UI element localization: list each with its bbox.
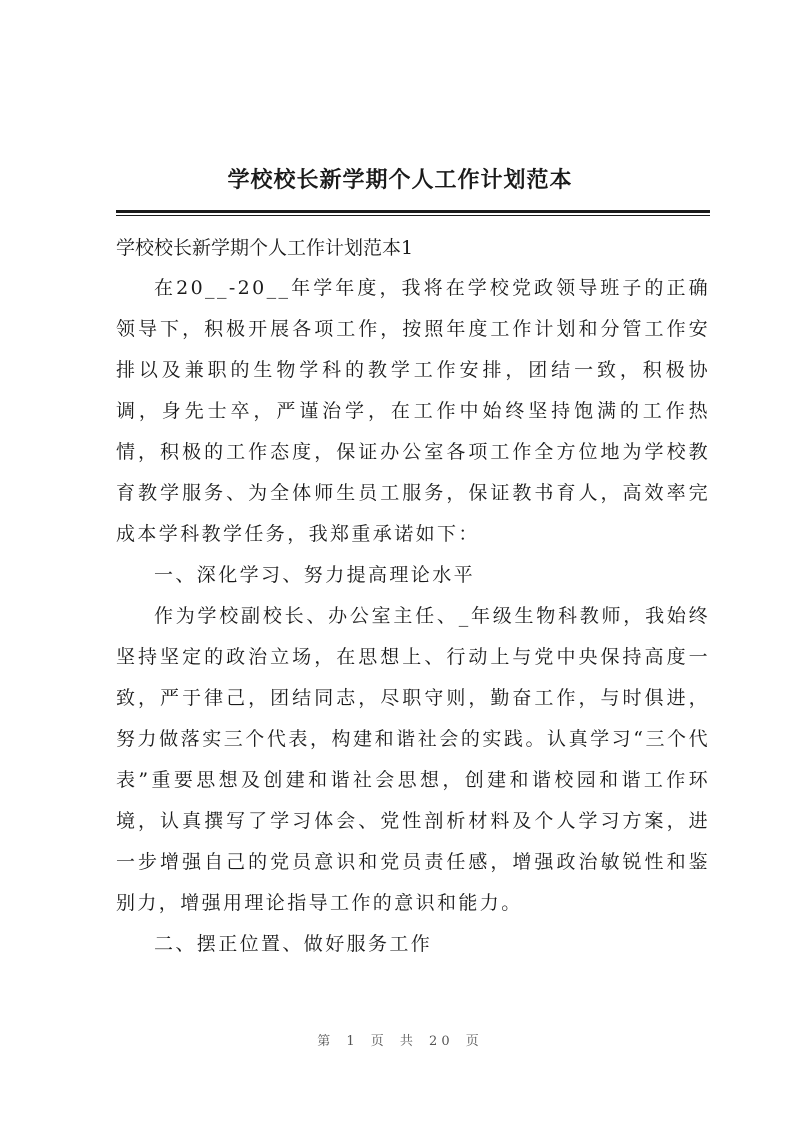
page-number-footer: 第 1 页 共 20 页 bbox=[317, 1034, 483, 1049]
intro-paragraph: 在20__-20__年学年度，我将在学校党政领导班子的正确领导下，积极开展各项工作，按照年度工作计划和分管工作安排以及兼职的生物学科的教学工作安排，团结一致，积极协调，身先士卒，严谨治学，在工作中始终坚持饱满的工作热情，积极的工作态度，保证办公室各项工作全方位地为学校教育教学服务、为全体师生员工服务，保证教书育人，高效率完成本学科教学任务，我郑重承诺如下： bbox=[116, 277, 710, 545]
section-heading-1: 一、深化学习、努力提高理论水平 bbox=[154, 564, 476, 586]
title-divider-thick bbox=[116, 210, 710, 213]
section-1-paragraph: 作为学校副校长、办公室主任、_年级生物科教师，我始终坚持坚定的政治立场，在思想上、行动上与党中央保持高度一致，严于律己，团结同志，尽职守则，勤奋工作，与时俱进，努力做落实三个代表，构建和谐社会的实践。认真学习“三个代表”重要思想及创建和谐社会思想，创建和谐校园和谐工作环境，认真撰写了学习体会、党性剖析材料及个人学习方案，进一步增强自己的党员意识和党员责任感，增强政治敏锐性和鉴别力，增强用理论指导工作的意识和能力。 bbox=[116, 605, 710, 914]
title-divider-thin bbox=[116, 215, 710, 216]
document-subtitle: 学校校长新学期个人工作计划范本1 bbox=[116, 237, 414, 259]
section-heading-2: 二、摆正位置、做好服务工作 bbox=[154, 933, 433, 955]
page-title: 学校校长新学期个人工作计划范本 bbox=[227, 167, 573, 193]
document-body bbox=[116, 228, 710, 965]
